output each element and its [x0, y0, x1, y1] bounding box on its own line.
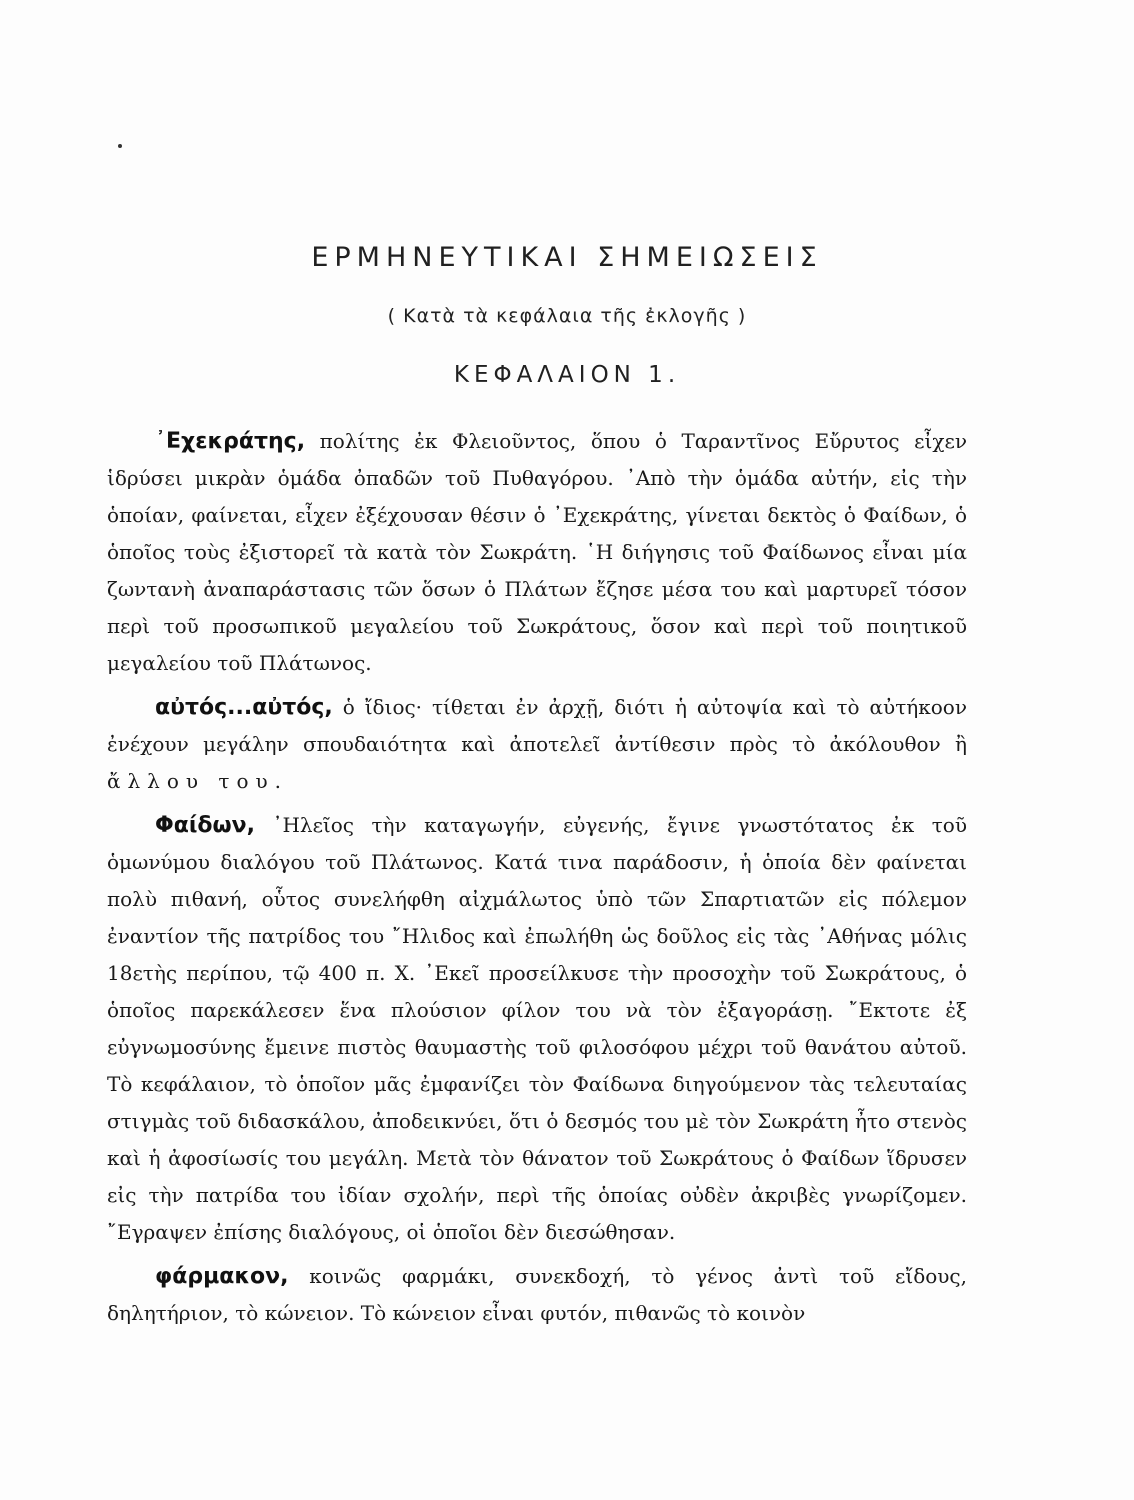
entry-text: ὁ ἴδιος· τίθεται ἐν ἀρχῇ, διότι ἡ αὐτοψία καὶ τὸ αὐτήκοον ἐνέχουν μεγάλην σπουδαιότητα καὶ ἀποτελεῖ ἀντίθεσιν πρὸς τὸ ἀκόλουθον ἢ	[107, 695, 967, 756]
entry-echekrates	[107, 423, 967, 682]
commentary-body	[107, 423, 967, 1339]
entry-term: Φαίδων,	[155, 813, 255, 838]
chapter-heading: ΚΕΦΑΛΑΙΟΝ 1.	[453, 362, 681, 388]
entry-spaced-text: ἄλλου του.	[107, 769, 289, 793]
entry-text: κοινῶς φαρμάκι, συνεκδοχή, τὸ γένος ἀντὶ τοῦ εἴδους, δηλητήριον, τὸ κώνειον. Τὸ κώνειον εἶναι φυτόν, πιθανῶς τὸ κοινὸν	[107, 1264, 967, 1325]
entry-text: ᾿Ηλεῖος τὴν καταγωγήν, εὐγενής, ἔγινε γνωστότατος ἐκ τοῦ ὁμωνύμου διαλόγου τοῦ Πλάτωνος. Κατά τινα παράδοσιν, ἡ ὁποία δὲν φαίνεται πολὺ πιθανή, οὗτος συνελήφθη αἰχμάλωτος ὑπὸ τῶν Σπαρτιατῶν εἰς πόλεμον ἐναντίον τῆς πατρίδος του ῎Ηλιδος καὶ ἐπωλήθη ὡς δοῦλος εἰς τὰς ᾿Αθήνας μόλις 18ετὴς περίπου, τῷ 400 π. Χ. ᾿Εκεῖ προσείλκυσε τὴν προσοχὴν τοῦ Σωκράτους, ὁ ὁποῖος παρεκάλεσεν ἕνα πλούσιον φίλον του νὰ τὸν ἐξαγοράσῃ. ῎Εκτοτε ἐξ εὐγνωμοσύνης ἔμεινε πιστὸς θαυμαστὴς τοῦ φιλοσόφου μέχρι τοῦ θανάτου αὐτοῦ. Τὸ κεφάλαιον, τὸ ὁποῖον μᾶς ἐμφανίζει τὸν Φαίδωνα διηγούμενον τὰς τελευταίας στιγμὰς τοῦ διδασκάλου, ἀποδεικνύει, ὅτι ὁ δεσμός του μὲ τὸν Σωκράτη ἦτο στενὸς καὶ ἡ ἀφοσίωσίς του μεγάλη. Μετὰ τὸν θάνατον τοῦ Σωκράτους ὁ Φαίδων ἵδρυσεν εἰς τὴν πατρίδα του ἰδίαν σχολήν, περὶ τῆς ὁποίας οὐδὲν ἀκριβὲς γνωρίζομεν. ῎Εγραψεν ἐπίσης διαλόγους, οἱ ὁποῖοι δὲν διεσώθησαν.	[107, 813, 967, 1244]
page-title: ΕΡΜΗΝΕΥΤΙΚΑΙ ΣΗΜΕΙΩΣΕΙΣ	[311, 242, 823, 273]
entry-term: ᾿Εχεκράτης,	[155, 429, 306, 454]
entry-term: αὐτός...αὐτός,	[155, 695, 333, 720]
entry-phaidon	[107, 807, 967, 1251]
entry-text: πολίτης ἐκ Φλειοῦντος, ὅπου ὁ Ταραντῖνος Εὔρυτος εἶχεν ἱδρύσει μικρὰν ὁμάδα ὀπαδῶν τοῦ Πυθαγόρου. ᾿Απὸ τὴν ὁμάδα αὐτήν, εἰς τὴν ὁποίαν, φαίνεται, εἶχεν ἐξέχουσαν θέσιν ὁ ᾿Εχεκράτης, γίνεται δεκτὸς ὁ Φαίδων, ὁ ὁποῖος τοὺς ἐξιστορεῖ τὰ κατὰ τὸν Σωκράτη. ῾Η διήγησις τοῦ Φαίδωνος εἶναι μία ζωντανὴ ἀναπαράστασις τῶν ὅσων ὁ Πλάτων ἔζησε μέσα του καὶ μαρτυρεῖ τόσον περὶ τοῦ προσωπικοῦ μεγαλείου τοῦ Σωκράτους, ὅσον καὶ περὶ τοῦ ποιητικοῦ μεγαλείου τοῦ Πλάτωνος.	[107, 429, 967, 675]
entry-pharmakon	[107, 1258, 967, 1332]
ink-speck	[118, 144, 122, 148]
entry-autos	[107, 689, 967, 800]
entry-term: φάρμακον,	[155, 1264, 289, 1289]
page-subtitle: ( Κατὰ τὰ κεφάλαια τῆς ἐκλογῆς )	[387, 305, 747, 327]
